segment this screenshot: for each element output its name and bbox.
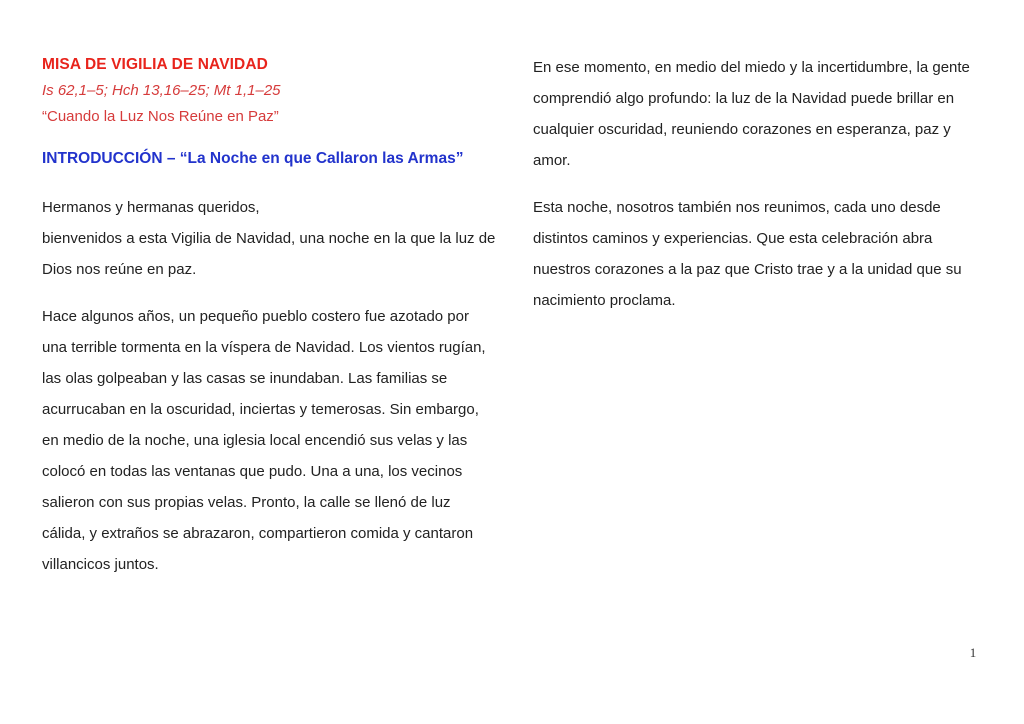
section-heading-introduccion: INTRODUCCIÓN – “La Noche en que Callaron las Armas”	[42, 150, 464, 167]
reflection-paragraph-2: Esta noche, nosotros también nos reunimos, cada uno desde distintos caminos y experiencias. Que esta celebración abra nuestros corazones a la paz que Cristo trae y a la unidad que su nacimiento proclama.	[533, 199, 962, 309]
reflection-paragraph-1: En ese momento, en medio del miedo y la incertidumbre, la gente comprendió algo profundo: la luz de la Navidad puede brillar en cualquier oscuridad, reuniendo corazones en esperanza, paz y amor.	[533, 59, 970, 169]
scripture-readings: Is 62,1–5; Hch 13,16–25; Mt 1,1–25	[42, 82, 281, 99]
page-number: 1	[969, 645, 977, 660]
story-paragraph: Hace algunos años, un pequeño pueblo costero fue azotado por una terrible tormenta en la víspera de Navidad. Los vientos rugían, las olas golpeaban y las casas se inundaban. Las familias se acurrucaban en la oscuridad, inciertas y temerosas. Sin embargo, en medio de la noche, una iglesia local encendió sus velas y las colocó en todas las ventanas que pudo. Una a una, los vecinos salieron con sus propias velas. Pronto, la calle se llenó de luz cálida, y extraños se abrazaron, compartieron comida y cantaron villancicos juntos.	[42, 308, 486, 573]
theme-quote: “Cuando la Luz Nos Reúne en Paz”	[42, 108, 279, 125]
greeting-paragraph	[42, 192, 497, 285]
right-column	[533, 52, 983, 316]
left-column	[42, 52, 497, 580]
greeting-line-1: Hermanos y hermanas queridos,	[42, 199, 260, 216]
greeting-line-2: bienvenidos a esta Vigilia de Navidad, una noche en la que la luz de Dios nos reúne en paz.	[42, 230, 496, 278]
page-title: MISA DE VIGILIA DE NAVIDAD	[42, 56, 268, 73]
